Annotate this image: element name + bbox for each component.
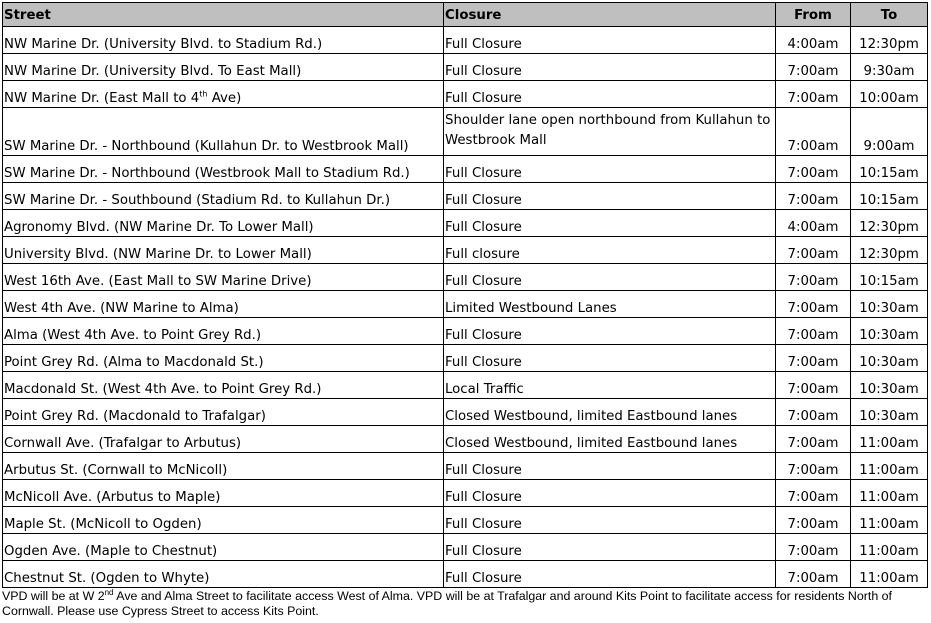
to-cell: 10:30am bbox=[851, 372, 928, 399]
to-cell: 11:00am bbox=[851, 561, 928, 588]
to-cell: 12:30pm bbox=[851, 210, 928, 237]
from-cell: 7:00am bbox=[776, 426, 851, 453]
table-row bbox=[3, 291, 928, 318]
closure-cell: Full Closure bbox=[444, 561, 776, 588]
header-from: From bbox=[776, 3, 851, 27]
table-header-row bbox=[3, 3, 928, 27]
from-cell: 4:00am bbox=[776, 27, 851, 54]
from-cell: 7:00am bbox=[776, 264, 851, 291]
closure-cell: Full Closure bbox=[444, 81, 776, 108]
to-cell: 9:00am bbox=[851, 108, 928, 156]
to-cell: 12:30pm bbox=[851, 27, 928, 54]
from-cell: 4:00am bbox=[776, 210, 851, 237]
to-cell: 12:30pm bbox=[851, 237, 928, 264]
street-cell: SW Marine Dr. - Northbound (Westbrook Mall to Stadium Rd.) bbox=[3, 156, 444, 183]
from-cell: 7:00am bbox=[776, 507, 851, 534]
closure-cell: Full Closure bbox=[444, 480, 776, 507]
table-row bbox=[3, 183, 928, 210]
closure-cell: Closed Westbound, limited Eastbound lanes bbox=[444, 399, 776, 426]
from-cell: 7:00am bbox=[776, 372, 851, 399]
to-cell: 10:15am bbox=[851, 156, 928, 183]
table-row bbox=[3, 108, 928, 156]
table-row bbox=[3, 561, 928, 588]
street-cell: Macdonald St. (West 4th Ave. to Point Grey Rd.) bbox=[3, 372, 444, 399]
street-cell: Alma (West 4th Ave. to Point Grey Rd.) bbox=[3, 318, 444, 345]
street-cell: Ogden Ave. (Maple to Chestnut) bbox=[3, 534, 444, 561]
closure-cell: Full Closure bbox=[444, 453, 776, 480]
from-cell: 7:00am bbox=[776, 237, 851, 264]
closure-cell: Limited Westbound Lanes bbox=[444, 291, 776, 318]
table-row bbox=[3, 507, 928, 534]
street-cell: SW Marine Dr. - Northbound (Kullahun Dr. to Westbrook Mall) bbox=[3, 108, 444, 156]
to-cell: 9:30am bbox=[851, 54, 928, 81]
closure-cell: Full Closure bbox=[444, 27, 776, 54]
street-cell: Maple St. (McNicoll to Ogden) bbox=[3, 507, 444, 534]
table-row bbox=[3, 480, 928, 507]
street-cell: NW Marine Dr. (University Blvd. to Stadium Rd.) bbox=[3, 27, 444, 54]
closure-cell: Full Closure bbox=[444, 264, 776, 291]
to-cell: 10:30am bbox=[851, 399, 928, 426]
table-row bbox=[3, 156, 928, 183]
from-cell: 7:00am bbox=[776, 108, 851, 156]
header-closure: Closure bbox=[444, 3, 776, 27]
to-cell: 11:00am bbox=[851, 453, 928, 480]
from-cell: 7:00am bbox=[776, 318, 851, 345]
street-cell: Chestnut St. (Ogden to Whyte) bbox=[3, 561, 444, 588]
header-to: To bbox=[851, 3, 928, 27]
from-cell: 7:00am bbox=[776, 345, 851, 372]
from-cell: 7:00am bbox=[776, 480, 851, 507]
from-cell: 7:00am bbox=[776, 183, 851, 210]
table-row bbox=[3, 264, 928, 291]
footnote-superscript: nd bbox=[104, 587, 114, 597]
table-row bbox=[3, 372, 928, 399]
road-closures-table bbox=[2, 2, 928, 588]
closure-cell: Full Closure bbox=[444, 507, 776, 534]
street-cell: Arbutus St. (Cornwall to McNicoll) bbox=[3, 453, 444, 480]
table-row bbox=[3, 318, 928, 345]
to-cell: 10:15am bbox=[851, 264, 928, 291]
street-cell: Agronomy Blvd. (NW Marine Dr. To Lower Mall) bbox=[3, 210, 444, 237]
closure-cell: Full Closure bbox=[444, 345, 776, 372]
table-row bbox=[3, 81, 928, 108]
street-cell: Cornwall Ave. (Trafalgar to Arbutus) bbox=[3, 426, 444, 453]
from-cell: 7:00am bbox=[776, 453, 851, 480]
to-cell: 10:30am bbox=[851, 318, 928, 345]
closure-cell: Full Closure bbox=[444, 534, 776, 561]
from-cell: 7:00am bbox=[776, 561, 851, 588]
street-text-end: Ave) bbox=[207, 91, 242, 106]
to-cell: 10:30am bbox=[851, 291, 928, 318]
street-cell: McNicoll Ave. (Arbutus to Maple) bbox=[3, 480, 444, 507]
from-cell: 7:00am bbox=[776, 399, 851, 426]
closure-cell: Full Closure bbox=[444, 54, 776, 81]
street-cell: NW Marine Dr. (University Blvd. To East Mall) bbox=[3, 54, 444, 81]
to-cell: 10:30am bbox=[851, 345, 928, 372]
closure-cell: Full Closure bbox=[444, 318, 776, 345]
closure-cell: Full Closure bbox=[444, 183, 776, 210]
to-cell: 10:00am bbox=[851, 81, 928, 108]
to-cell: 11:00am bbox=[851, 507, 928, 534]
table-row bbox=[3, 54, 928, 81]
street-cell: University Blvd. (NW Marine Dr. to Lower Mall) bbox=[3, 237, 444, 264]
closure-cell: Local Traffic bbox=[444, 372, 776, 399]
table-row bbox=[3, 210, 928, 237]
street-superscript: th bbox=[199, 89, 208, 99]
closure-cell: Closed Westbound, limited Eastbound lanes bbox=[444, 426, 776, 453]
closure-cell: Full Closure bbox=[444, 210, 776, 237]
from-cell: 7:00am bbox=[776, 291, 851, 318]
to-cell: 10:15am bbox=[851, 183, 928, 210]
table-row bbox=[3, 426, 928, 453]
closure-cell: Full Closure bbox=[444, 156, 776, 183]
table-row bbox=[3, 399, 928, 426]
street-cell: SW Marine Dr. - Southbound (Stadium Rd. to Kullahun Dr.) bbox=[3, 183, 444, 210]
closure-cell: Full closure bbox=[444, 237, 776, 264]
table-row bbox=[3, 453, 928, 480]
table-row bbox=[3, 27, 928, 54]
to-cell: 11:00am bbox=[851, 480, 928, 507]
street-cell: Point Grey Rd. (Macdonald to Trafalgar) bbox=[3, 399, 444, 426]
street-cell: West 4th Ave. (NW Marine to Alma) bbox=[3, 291, 444, 318]
footnote bbox=[2, 589, 927, 619]
from-cell: 7:00am bbox=[776, 54, 851, 81]
to-cell: 11:00am bbox=[851, 426, 928, 453]
closures-table-container bbox=[2, 2, 927, 588]
from-cell: 7:00am bbox=[776, 81, 851, 108]
closure-cell: Shoulder lane open northbound from Kullahun to Westbrook Mall bbox=[444, 108, 776, 156]
from-cell: 7:00am bbox=[776, 156, 851, 183]
to-cell: 11:00am bbox=[851, 534, 928, 561]
street-cell: West 16th Ave. (East Mall to SW Marine Drive) bbox=[3, 264, 444, 291]
street-text: NW Marine Dr. (East Mall to 4 bbox=[4, 91, 200, 106]
header-street: Street bbox=[3, 3, 444, 27]
street-cell bbox=[3, 81, 444, 108]
table-row bbox=[3, 237, 928, 264]
footnote-text-end: Ave and Alma Street to facilitate access West of Alma. VPD will be at Trafalgar and around Kits Point to facilitate access for residents North of Cornwall. Please use Cypress Street to access Kits Point. bbox=[2, 589, 892, 618]
footnote-text: VPD will be at W 2 bbox=[2, 589, 105, 603]
from-cell: 7:00am bbox=[776, 534, 851, 561]
street-cell: Point Grey Rd. (Alma to Macdonald St.) bbox=[3, 345, 444, 372]
table-row bbox=[3, 534, 928, 561]
table-row bbox=[3, 345, 928, 372]
